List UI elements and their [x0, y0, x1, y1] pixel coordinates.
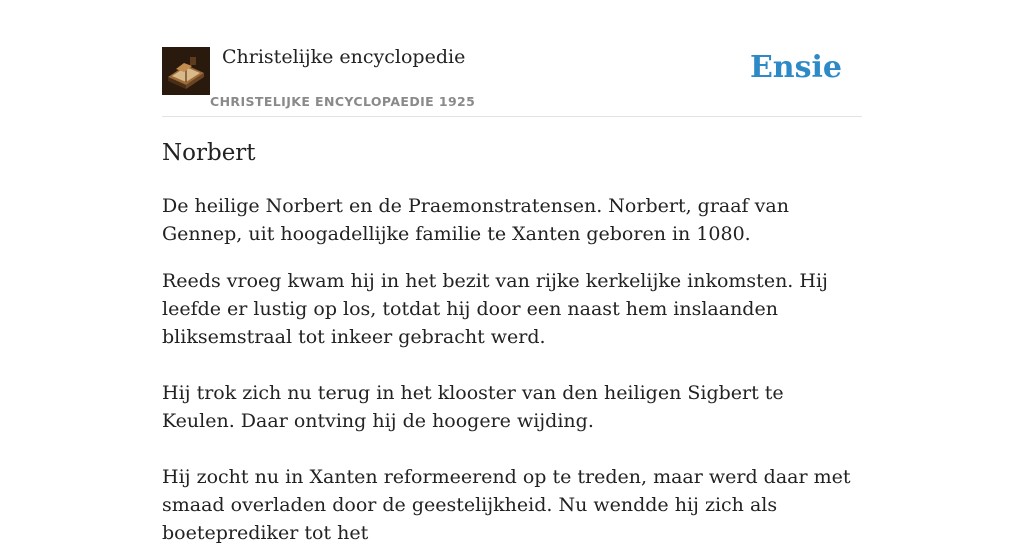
page-container: [162, 0, 862, 544]
site-header: [162, 0, 862, 117]
site-subtitle: CHRISTELIJKE ENCYCLOPAEDIE 1925: [210, 94, 476, 109]
article-paragraph: Hij zocht nu in Xanten reformeerend op te treden, maar werd daar met smaad overladen door de geestelijkheid. Nu wendde hij zich als boeteprediker tot het: [162, 466, 851, 544]
book-photo-icon: [162, 47, 210, 95]
brand-logo-link[interactable]: Ensie: [749, 50, 842, 85]
site-title[interactable]: Christelijke encyclopedie: [222, 46, 466, 68]
article-paragraph: Hij trok zich nu terug in het klooster van den heiligen Sigbert te Keulen. Daar ontving hij de hoogere wijding.: [162, 382, 784, 432]
article-title: Norbert: [162, 140, 256, 166]
article-paragraph: Reeds vroeg kwam hij in het bezit van rijke kerkelijke inkomsten. Hij leefde er lustig op los, totdat hij door een naast hem inslaanden bliksemstraal tot inkeer gebracht werd.: [162, 270, 828, 348]
avatar[interactable]: [162, 47, 210, 95]
article-paragraph: De heilige Norbert en de Praemonstratensen. Norbert, graaf van Gennep, uit hoogadellijke familie te Xanten geboren in 1080.: [162, 195, 789, 245]
